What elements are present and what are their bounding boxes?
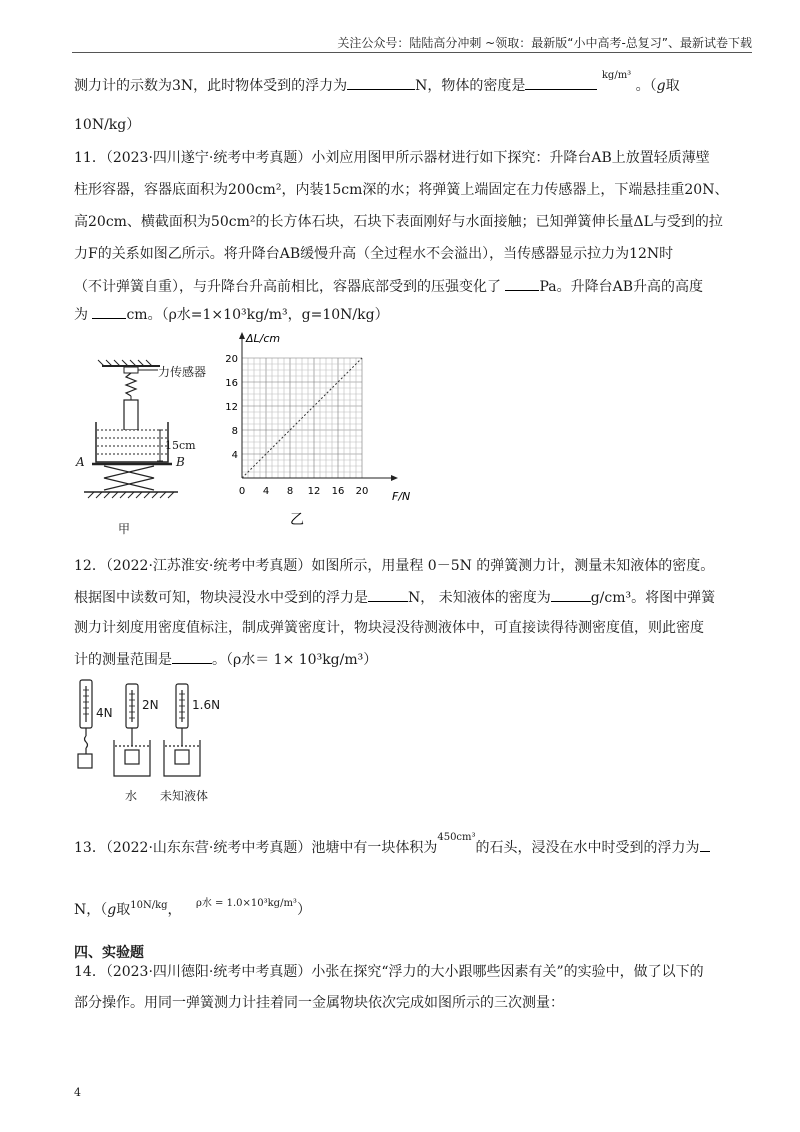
reading-2: 2N: [142, 698, 159, 712]
y-axis-arrow: [239, 332, 245, 339]
q13-text-1a: 13．（2022·山东东营·统考中考真题）池塘中有一块体积为: [74, 840, 438, 856]
q11-line6: [74, 305, 389, 324]
q10-text-b: N，物体的密度是: [415, 78, 526, 94]
q12-text-2c: g/cm³。将图中弹簧: [590, 590, 716, 606]
label-water: 水: [125, 789, 138, 803]
q11-text-5a: （不计弹簧自重），与升降台升高前相比，容器底部受到的压强变化了: [74, 279, 506, 295]
q13-blank[interactable]: [700, 838, 710, 852]
q10-line2: 10N/kg）: [74, 117, 141, 133]
q12-text-4b: 。（ρ水＝ 1× 10³kg/m³）: [212, 652, 378, 668]
q11-text-6a: 为: [74, 307, 93, 323]
q10-g: g: [656, 78, 666, 94]
x-axis-arrow: [391, 475, 398, 481]
q14-line2: 部分操作。用同一弹簧测力计挂着同一金属物块依次完成如图所示的三次测量：: [74, 995, 564, 1011]
chart-yi: [222, 328, 422, 544]
y-tick-label: 12: [225, 402, 238, 413]
caption-yi: 乙: [290, 512, 304, 528]
header-rule: [72, 52, 752, 53]
y-tick-label: 20: [225, 354, 238, 365]
page-header: 关注公众号：陆陆高分冲刺 ~领取：最新版“小中高考-总复习”、最新试卷下载: [337, 36, 752, 50]
q13-text-2a: N，（: [74, 902, 108, 918]
x-axis-label: F/N: [392, 490, 411, 503]
y-tick-label: 4: [231, 450, 238, 461]
x-tick-label: 20: [355, 486, 369, 497]
q13-text-2c: ）: [296, 902, 311, 918]
q11-line3: 高20cm、横截面积为50cm²的长方体石块，石块下表面刚好与水面接触；已知弹簧伸长量ΔL与受到的拉: [74, 214, 723, 230]
q13-line1: [74, 832, 710, 859]
q12-line2: [74, 588, 715, 607]
y-tick-label: 8: [231, 426, 238, 437]
q13-line2: [74, 898, 311, 921]
q12-text-2b: N， 未知液体的密度为: [408, 590, 551, 606]
x-tick-label: 12: [307, 486, 321, 497]
q10-line1: [74, 70, 680, 97]
q13-text-1b: 的石头，浸没在水中时受到的浮力为: [475, 840, 700, 856]
q12-blank-density[interactable]: [551, 588, 591, 602]
q11-text-6b: cm。（ρ水=1×10³kg/m³，g=10N/kg）: [126, 307, 389, 323]
q12-line1: 12．（2022·江苏淮安·统考中考真题）如图所示，用量程 0－5N 的弹簧测力计，测量未知液体的密度。: [74, 558, 715, 574]
q12-text-4a: 计的测量范围是: [74, 652, 172, 668]
q12-text-2a: 根据图中读数可知，物块浸没水中受到的浮力是: [74, 590, 368, 606]
x-tick-label: 8: [286, 486, 294, 497]
reading-3: 1.6N: [192, 698, 221, 712]
q14-line1: 14．（2023·四川德阳·统考中考真题）小张在探究“浮力的大小跟哪些因素有关”的实验中，做了以下的: [74, 964, 704, 980]
q10-text-d: 取: [665, 78, 680, 94]
q13-text-2b: 取: [116, 902, 131, 918]
q12-blank-range[interactable]: [172, 650, 212, 664]
q11-blank-cm[interactable]: [92, 305, 126, 319]
q12-line4: [74, 650, 377, 669]
sensor-label: 力传感器: [158, 365, 207, 379]
q13-volume: 450cm³: [437, 832, 476, 843]
x-tick-label: 4: [262, 486, 270, 497]
q11-line5: [74, 277, 703, 296]
q10-text-c: 。（: [635, 78, 657, 94]
x-tick-label: 16: [331, 486, 345, 497]
q13-g: g: [107, 902, 117, 918]
q11-blank-pa[interactable]: [505, 277, 539, 291]
q10-unit: kg/m³: [601, 70, 632, 81]
y-axis-label: ΔL/cm: [246, 332, 281, 345]
page-number: 4: [74, 1086, 81, 1099]
q12-line3: 测力计刻度用密度值标注，制成弹簧密度计，物块浸没待测液体中，可直接读得待测密度值，则此密度: [74, 620, 704, 636]
q10-blank-2[interactable]: [525, 76, 597, 90]
label-b: B: [176, 455, 185, 469]
q13-g-value: 10N/kg: [130, 900, 168, 911]
q11-line4: 力F的关系如图乙所示。将升降台AB缓慢升高（全过程水不会溢出），当传感器显示拉力为12N时: [74, 246, 674, 262]
caption-jia: 甲: [118, 522, 131, 536]
q12-blank-buoyancy[interactable]: [368, 588, 408, 602]
q11-text-5b: Pa。升降台AB升高的高度: [539, 279, 703, 295]
y-tick-label: 16: [225, 378, 238, 389]
reading-1: 4N: [96, 706, 113, 720]
q11-line2: 柱形容器，容器底面积为200cm²，内装15cm深的水；将弹簧上端固定在力传感器上，下端悬挂重20N、: [74, 182, 729, 198]
figure-q12: [74, 676, 234, 806]
q13-rho: ρ水 = 1.0×10³kg/m³: [195, 898, 297, 909]
q10-blank-1[interactable]: [347, 76, 415, 90]
q10-text-a: 测力计的示数为3N，此时物体受到的浮力为: [74, 78, 348, 94]
depth-label: 15cm: [165, 439, 196, 452]
label-a: A: [76, 455, 85, 469]
x-tick-label: 0: [238, 486, 246, 497]
section-title: 四、实验题: [74, 945, 144, 961]
q13-comma: ，: [167, 902, 182, 918]
q11-line1: 11．（2023·四川遂宁·统考中考真题）小刘应用图甲所示器材进行如下探究：升降台AB上放置轻质薄壁: [74, 150, 710, 166]
label-unknown-liquid: 未知液体: [160, 789, 209, 803]
